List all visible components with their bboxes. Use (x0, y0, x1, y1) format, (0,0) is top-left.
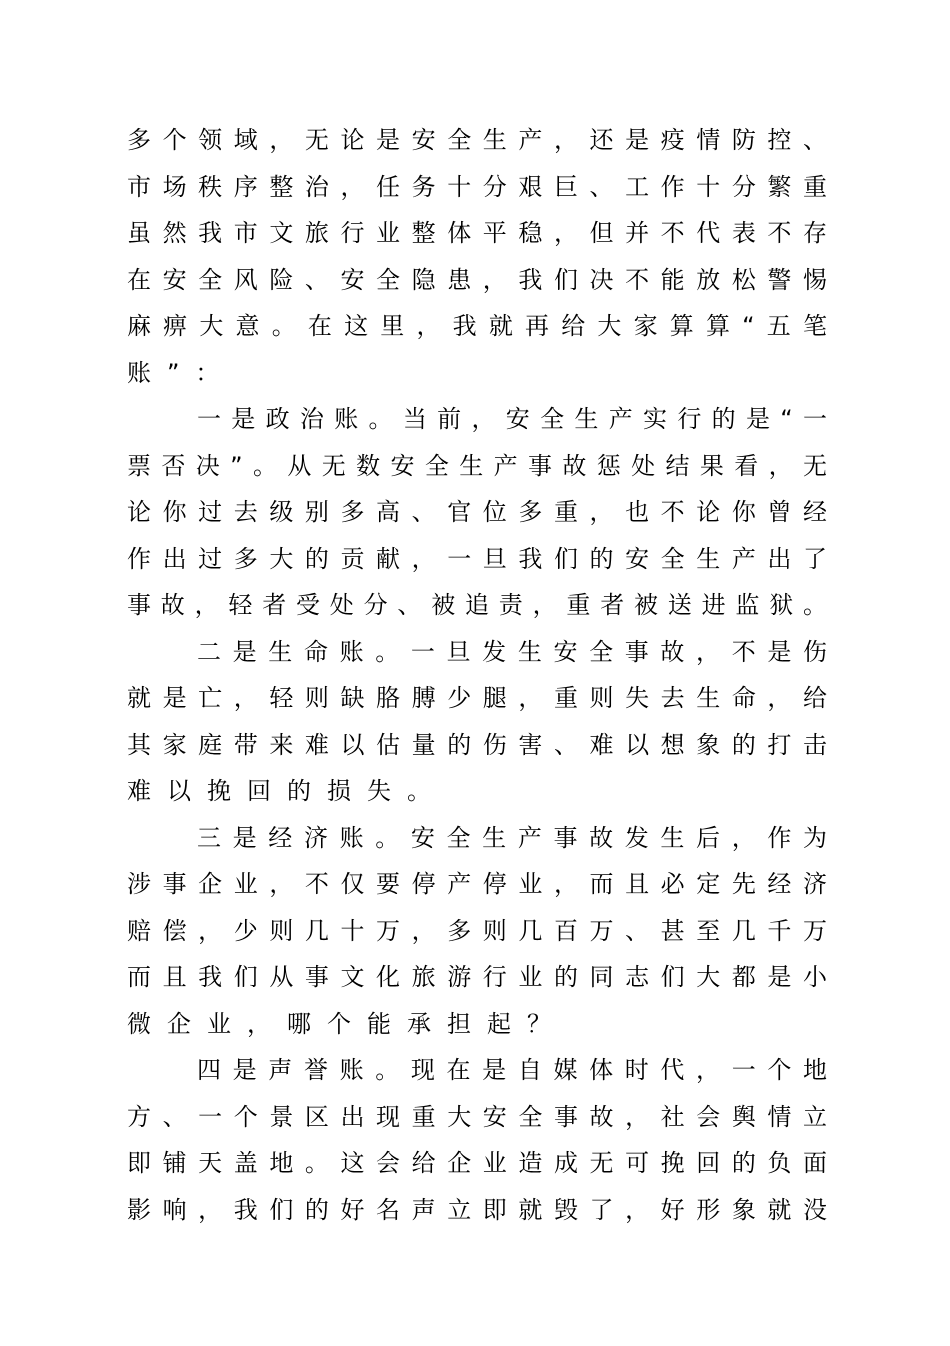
text-line: 即铺天盖地。这会给企业造成无可挽回的负面 (127, 1149, 827, 1177)
body-text (127, 117, 827, 1233)
text-line: 市场秩序整治，任务十分艰巨、工作十分繁重 (127, 172, 827, 201)
paragraph-first-line: 四是声誉账。现在是自媒体时代，一个地 (197, 1056, 827, 1084)
text-line: 麻痹大意。在这里，我就再给大家算算“五笔 (127, 312, 827, 340)
text-line: 难以挽回的损失。 (127, 777, 447, 805)
text-line: 微企业，哪个能承担起？ (127, 1009, 567, 1038)
text-line: 票否决”。从无数安全生产事故惩处结果看，无 (127, 451, 827, 480)
paragraph-first-line: 三是经济账。安全生产事故发生后，作为 (197, 823, 827, 852)
text-line: 作出过多大的贡献，一旦我们的安全生产出了 (127, 544, 827, 573)
text-line: 事故，轻者受处分、被追责，重者被送进监狱。 (127, 591, 827, 619)
text-line: 涉事企业，不仅要停产停业，而且必定先经济 (127, 870, 827, 898)
text-line: 赔偿，少则几十万，多则几百万、甚至几千万 (127, 916, 827, 945)
paragraph-first-line: 一是政治账。当前，安全生产实行的是“一 (197, 405, 827, 433)
text-line: 多个领域，无论是安全生产，还是疫情防控、 (127, 126, 827, 154)
text-line: 账”： (127, 358, 236, 387)
text-line: 虽然我市文旅行业整体平稳，但并不代表不存 (127, 219, 827, 247)
text-line: 就是亡，轻则缺胳膊少腿，重则失去生命，给 (127, 684, 827, 712)
text-line: 而且我们从事文化旅游行业的同志们大都是小 (127, 963, 827, 991)
text-line: 影响，我们的好名声立即就毁了，好形象就没 (127, 1195, 827, 1224)
text-line: 其家庭带来难以估量的伤害、难以想象的打击 (127, 730, 827, 759)
text-line: 在安全风险、安全隐患，我们决不能放松警惕 (127, 265, 827, 294)
paragraph-first-line: 二是生命账。一旦发生安全事故，不是伤 (197, 637, 827, 666)
text-line: 论你过去级别多高、官位多重，也不论你曾经 (127, 498, 827, 526)
text-line: 方、一个景区出现重大安全事故，社会舆情立 (127, 1102, 827, 1131)
